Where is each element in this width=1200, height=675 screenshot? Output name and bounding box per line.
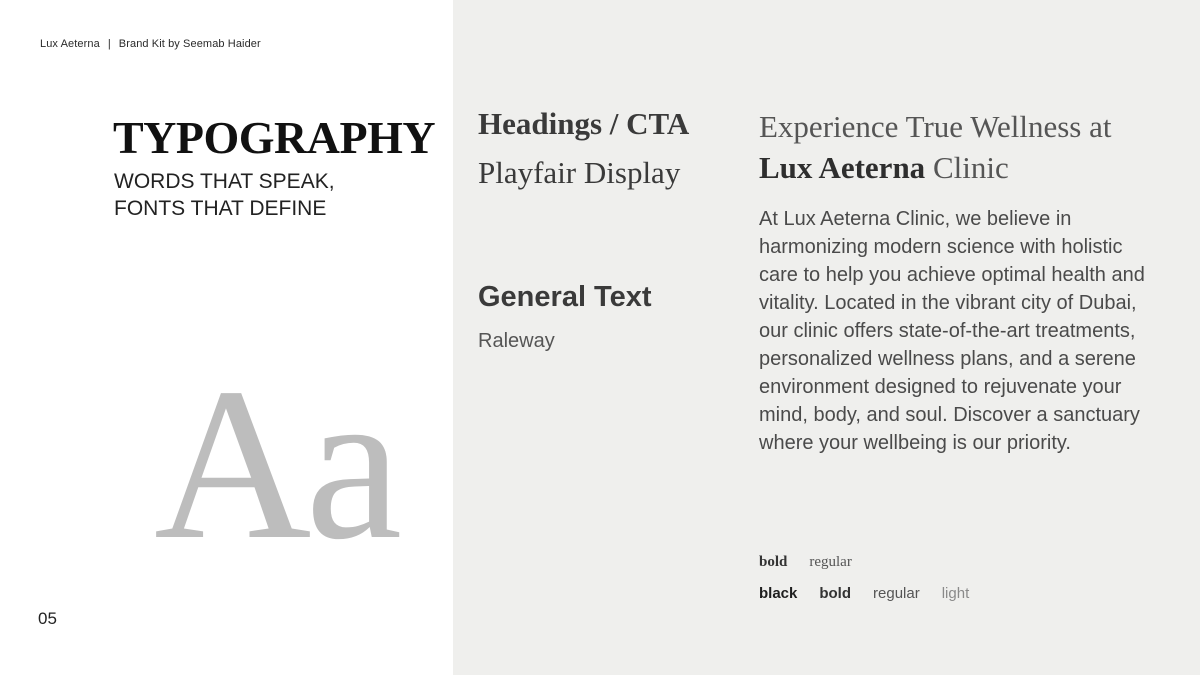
page-title: TYPOGRAPHY [113, 112, 436, 163]
subtitle-line-1: WORDS THAT SPEAK, [114, 170, 335, 193]
body-weight-bold: bold [819, 585, 852, 602]
sample-paragraph: At Lux Aeterna Clinic, we believe in harmonizing modern science with holistic care to help you achieve optimal health and vitality. Located in the vibrant city of Dubai, our clinic offers state-of-the-art treatments, personalized wellness plans, and a serene environment designed to rejuvenate your mind, body, and soul. Discover a sanctuary where your wellbeing is our priority. [759, 208, 1145, 454]
page-subtitle [114, 168, 335, 222]
heading-font-name: Playfair Display [478, 155, 681, 190]
page-number: 05 [38, 609, 57, 628]
sample-heading-line-1: Experience True Wellness at [759, 109, 1112, 144]
heading-weights [759, 554, 874, 571]
brand-kit-credit: Brand Kit by Seemab Haider [118, 38, 261, 50]
body-font-role: General Text [478, 281, 652, 313]
body-weights [759, 585, 991, 602]
heading-weight-bold: bold [759, 554, 788, 570]
sample-heading-brand: Lux Aeterna [759, 150, 926, 185]
body-font-name: Raleway [478, 330, 555, 352]
sample-heading [759, 106, 1179, 188]
body-weight-black: black [759, 585, 798, 602]
sample-heading-rest: Clinic [925, 150, 1009, 185]
subtitle-line-2: FONTS THAT DEFINE [114, 197, 327, 220]
type-specimen: Aa [154, 344, 397, 585]
heading-font-role: Headings / CTA [478, 106, 690, 141]
sample-heading-line-2 [759, 147, 1179, 188]
brand-name: Lux Aeterna [40, 38, 100, 50]
body-weight-light: light [941, 585, 970, 602]
header-line [40, 38, 261, 50]
header-separator: | [107, 38, 111, 50]
heading-weight-regular: regular [809, 554, 852, 570]
body-weight-regular: regular [873, 585, 920, 602]
